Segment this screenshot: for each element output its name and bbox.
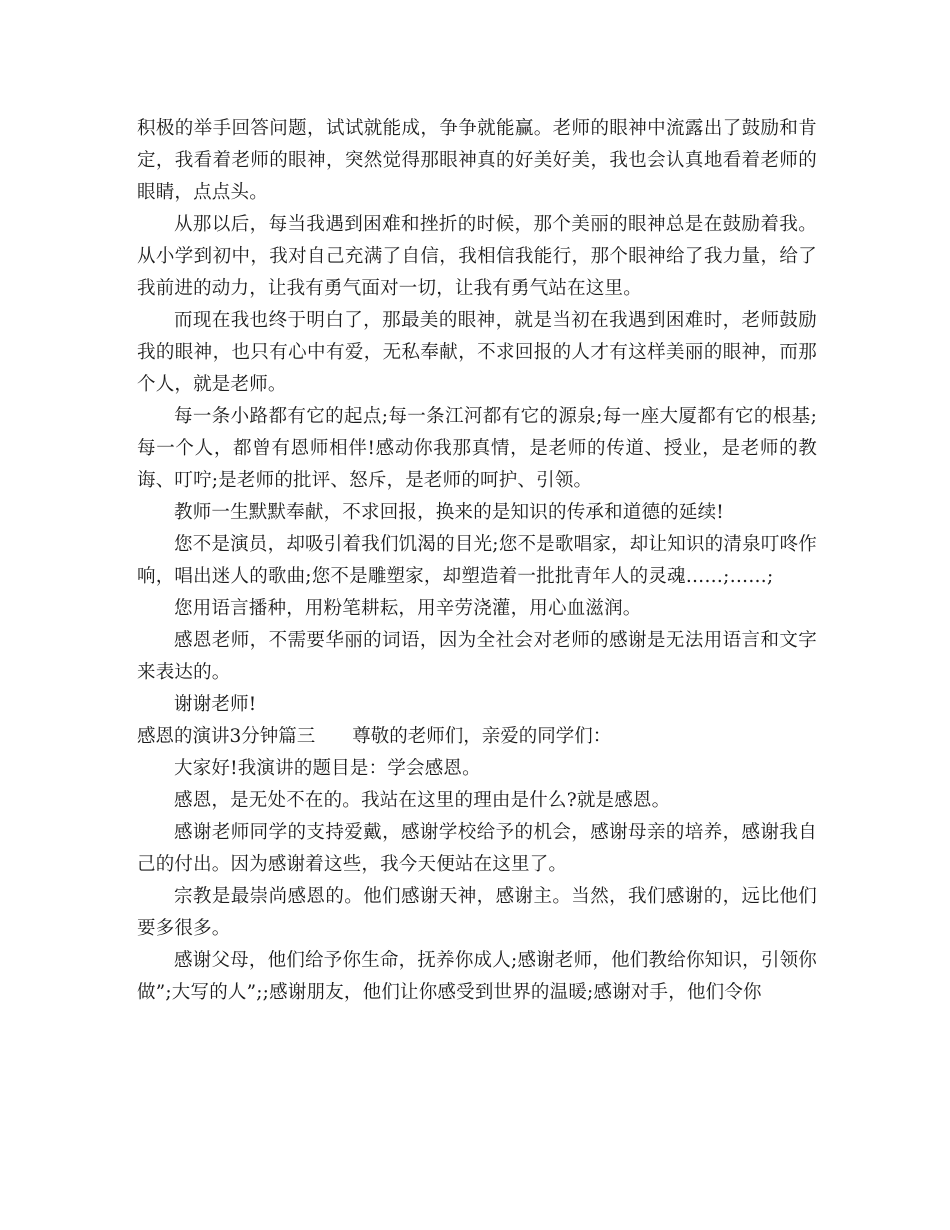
paragraph-4: 每一条小路都有它的起点;每一条江河都有它的源泉;每一座大厦都有它的根基;每一个人，都曾有恩师相伴!感动你我那真情，是老师的传道、授业，是老师的教诲、叮咛;是老师的批评、怒斥，是老师的呵护、引领。 xyxy=(137,406,817,491)
paragraph-14: 宗教是最崇尚感恩的。他们感谢天神，感谢主。当然，我们感谢的，远比他们要多很多。 xyxy=(137,886,817,939)
document-body xyxy=(137,113,817,1009)
paragraph-11: 大家好!我演讲的题目是：学会感恩。 xyxy=(174,758,481,779)
section-heading: 感恩的演讲3分钟篇三 尊敬的老师们，亲爱的同学们： xyxy=(137,726,612,747)
paragraph-7: 您用语言播种，用粉笔耕耘，用辛劳浇灌，用心血滋润。 xyxy=(174,598,642,619)
paragraph-12: 感恩，是无处不在的。我站在这里的理由是什么?就是感恩。 xyxy=(174,790,671,811)
paragraph-5: 教师一生默默奉献，不求回报，换来的是知识的传承和道德的延续! xyxy=(174,502,724,523)
paragraph-15: 感谢父母，他们给予你生命，抚养你成人;感谢老师，他们教给你知识，引领你做”;大写的人”;;感谢朋友，他们让你感受到世界的温暖;感谢对手，他们令你 xyxy=(137,950,817,1003)
paragraph-13: 感谢老师同学的支持爱戴，感谢学校给予的机会，感谢母亲的培养，感谢我自己的付出。因为感谢着这些，我今天便站在这里了。 xyxy=(137,822,817,875)
paragraph-6: 您不是演员，却吸引着我们饥渴的目光;您不是歌唱家，却让知识的清泉叮咚作响，唱出迷人的歌曲;您不是雕塑家，却塑造着一批批青年人的灵魂……;……; xyxy=(137,534,817,587)
paragraph-3: 而现在我也终于明白了，那最美的眼神，就是当初在我遇到困难时，老师鼓励我的眼神，也只有心中有爱，无私奉献，不求回报的人才有这样美丽的眼神，而那个人，就是老师。 xyxy=(137,310,817,395)
paragraph-2: 从那以后，每当我遇到困难和挫折的时候，那个美丽的眼神总是在鼓励着我。从小学到初中，我对自己充满了自信，我相信我能行，那个眼神给了我力量，给了我前进的动力，让我有勇气面对一切，让我有勇气站在这里。 xyxy=(137,214,817,299)
paragraph-9: 谢谢老师! xyxy=(174,694,257,715)
paragraph-8: 感恩老师，不需要华丽的词语，因为全社会对老师的感谢是无法用语言和文字来表达的。 xyxy=(137,630,817,683)
paragraph-1: 积极的举手回答问题，试试就能成，争争就能赢。老师的眼神中流露出了鼓励和肯定，我看着老师的眼神，突然觉得那眼神真的好美好美，我也会认真地看着老师的眼睛，点点头。 xyxy=(137,118,817,203)
